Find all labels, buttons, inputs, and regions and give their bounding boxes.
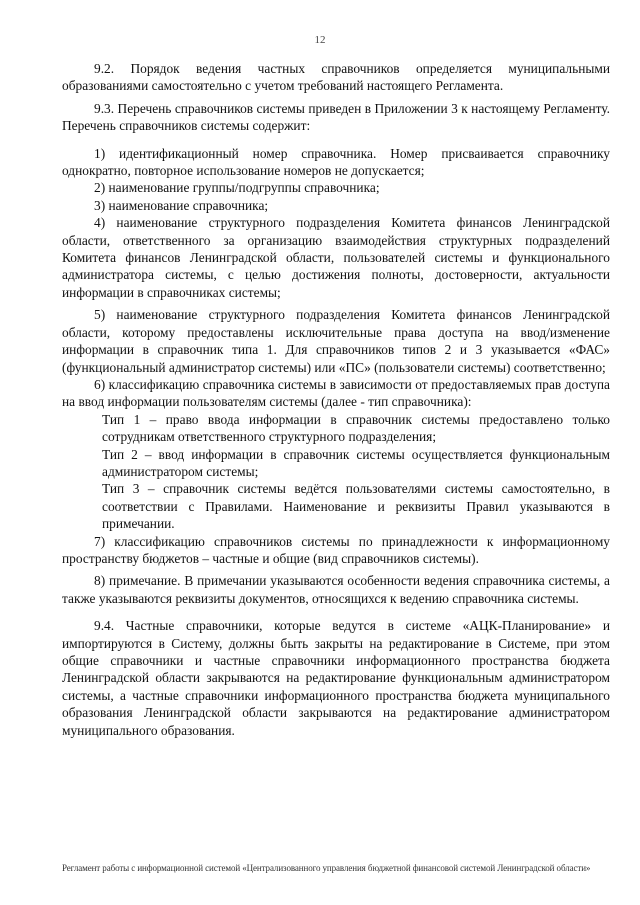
page-number: 12 bbox=[314, 34, 326, 46]
list-item-5: 5) наименование структурного подразделения Комитета финансов Ленинградской области, которому предоставлены исключительные права доступа на ввод/изменение информации в справочник типа 1. Для справочников типов 2 и 3 указывается «ФАС» (функциональный администратор системы) или «ПС» (пользователи системы) соответственно; bbox=[62, 307, 610, 375]
type-1-description: Тип 1 – право ввода информации в справочник системы предоставлено только сотрудникам ответственного структурного подразделения; bbox=[102, 411, 610, 445]
document-body bbox=[62, 60, 610, 739]
type-2-description: Тип 2 – ввод информации в справочник системы осуществляется функциональным администратором системы; bbox=[102, 446, 610, 479]
list-item-1: 1) идентификационный номер справочника. Номер присваивается справочнику однократно, повторное использование номеров не допускается; bbox=[62, 145, 610, 179]
list-item-4: 4) наименование структурного подразделения Комитета финансов Ленинградской области, ответственного за организацию взаимодействия структурных подразделений Комитета финансов Ленинградской области, пользователей системы и функционального администратора системы, с целью достижения полноты, достоверности, актуальности информации в справочниках системы; bbox=[62, 215, 610, 300]
paragraph-9-4: 9.4. Частные справочники, которые ведутся в системе «АЦК-Планирование» и импортируются в Систему, должны быть закрыты на редактирование в Системе, при этом общие справочники и частные справочники информационного пространства бюджета Ленинградской области закрываются на редактирование функциональным администратором системы, а частные справочники информационного пространства бюджета муниципального образования Ленинградской области закрываются на редактирование администратором муниципального образования. bbox=[62, 618, 610, 738]
paragraph-9-3: 9.3. Перечень справочников системы приведен в Приложении 3 к настоящему Регламенту. Перечень справочников системы содержит: bbox=[62, 100, 610, 134]
page-footer: Регламент работы с информационной системой «Централизованного управления бюджетной финансовой системой Ленинградской области» bbox=[62, 863, 591, 873]
list-item-6: 6) классификацию справочника системы в зависимости от предоставляемых прав доступа на ввод информации пользователям системы (далее - тип справочника): bbox=[62, 376, 610, 410]
list-item-2: 2) наименование группы/подгруппы справочника; bbox=[94, 180, 380, 196]
list-item-3: 3) наименование справочника; bbox=[94, 197, 269, 213]
type-3-description: Тип 3 – справочник системы ведётся пользователями системы самостоятельно, в соответствии с Правилами. Наименование и реквизиты Правил указываются в примечании. bbox=[102, 481, 610, 532]
list-item-8: 8) примечание. В примечании указываются особенности ведения справочника системы, а также указываются реквизиты документов, относящихся к ведению справочника системы. bbox=[62, 573, 610, 606]
paragraph-9-2: 9.2. Порядок ведения частных справочников определяется муниципальными образованиями самостоятельно с учетом требований настоящего Регламента. bbox=[62, 61, 610, 94]
list-item-7: 7) классификацию справочников системы по принадлежности к информационному пространству бюджетов – частные и общие (вид справочников системы). bbox=[62, 533, 610, 566]
